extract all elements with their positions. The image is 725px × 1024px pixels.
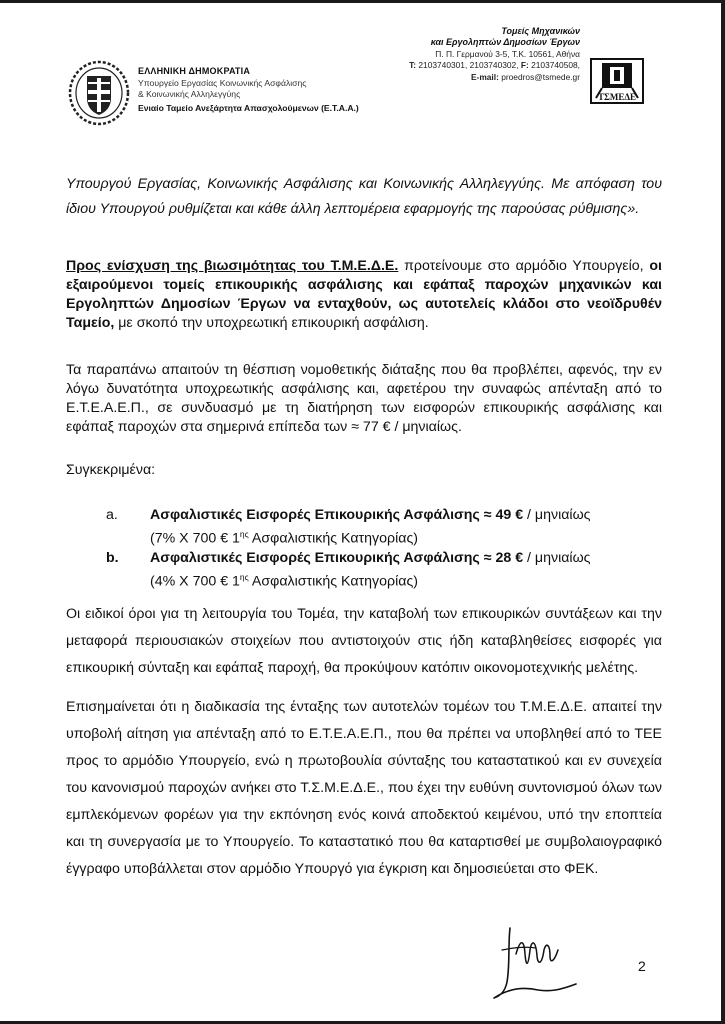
email-address: proedros@tsmede.gr bbox=[501, 71, 580, 82]
ministry-line-1: Υπουργείο Εργασίας Κοινωνικής Ασφάλισης bbox=[138, 77, 307, 88]
list-item-text bbox=[150, 506, 662, 549]
contribution-list bbox=[66, 506, 662, 591]
country-name: ΕΛΛΗΝΙΚΗ ΔΗΜΟΚΡΑΤΙΑ bbox=[138, 66, 251, 76]
ministry-line-2: & Κοινωνικής Αλληλεγγύης bbox=[138, 89, 241, 100]
list-item-sub-pre: (7% Χ 700 € 1 bbox=[150, 530, 240, 547]
list-item bbox=[66, 549, 662, 592]
list-item bbox=[66, 506, 662, 549]
proposal-underlined-heading: Προς ενίσχυση της βιωσιμότητας του Τ.Μ.Ε.Δ.Ε. bbox=[66, 258, 399, 274]
scan-edge-right bbox=[721, 0, 725, 1024]
paragraph-proposal bbox=[66, 257, 662, 333]
proposal-text-2: με σκοπό την υποχρεωτική επικουρική ασφάλιση. bbox=[114, 315, 429, 331]
phone-label: Τ: bbox=[409, 60, 417, 71]
paragraph-special-terms: Οι ειδικοί όροι για τη λειτουργία του Τομέα, την καταβολή των επικουρικών συντάξεων και την μεταφορά περιουσιακών στοιχείων που αντιστοιχούν στις ήδη καταβληθείσες εισφορές για επικουρική σύνταξη και εφάπαξ παροχή, θα προκύψουν κατόπιν οικονομοτεχνικής μελέτης. bbox=[66, 606, 662, 677]
list-item-sub-post: Ασφαλιστικής Κατηγορίας) bbox=[248, 573, 419, 590]
phone-numbers: 2103740301, 2103740302, bbox=[418, 60, 519, 71]
list-item-text bbox=[150, 549, 662, 592]
fund-name: Ενιαίο Ταμείο Ανεξάρτητα Απασχολούμενων (Ε.Τ.Α.Α.) bbox=[138, 102, 359, 113]
list-item-bold: Ασφαλιστικές Εισφορές Επικουρικής Ασφάλισης ≈ 49 € bbox=[150, 507, 524, 523]
sector-contact-block bbox=[380, 26, 580, 83]
paragraph-specifically: Συγκεκριμένα: bbox=[66, 462, 156, 478]
list-item-rest: / μηνιαίως bbox=[523, 549, 591, 566]
phone-fax-line bbox=[380, 60, 580, 71]
list-item-sub-pre: (4% Χ 700 € 1 bbox=[150, 573, 240, 590]
fax-number: 2103740508, bbox=[531, 60, 580, 71]
document-body bbox=[66, 172, 662, 883]
tsmede-logo bbox=[590, 58, 644, 104]
paragraph-legislation: Τα παραπάνω απαιτούν τη θέσπιση νομοθετικής διάταξης που θα προβλέπει, αφενός, την εν λόγω δυνατότητα υποχρεωτικής ασφάλισης και, αφετέρου την συναφώς απένταξη από το Ε.Τ.Ε.Α.Ε.Π., σε συνδυασμό με τη διατήρηση των εισφορών επικουρικής ασφάλισης και εφάπαξ παροχών στα σημερινά επίπεδα των ≈ 77 € / μηνιαίως. bbox=[66, 362, 662, 435]
address: Π. Π. Γερμανού 3-5, Τ.Κ. 10561, Αθήνα bbox=[435, 48, 580, 59]
paragraph-quote-end: Υπουργού Εργασίας, Κοινωνικής Ασφάλισης και Κοινωνικής Αλληλεγγύης. Με απόφαση του ίδιου Υπουργού ρυθμίζεται και κάθε άλλη λεπτομέρεια εφαρμογής της παρούσας ρύθμισης». bbox=[66, 176, 662, 217]
list-item-letter: a. bbox=[106, 507, 118, 523]
list-item-rest: / μηνιαίως bbox=[523, 507, 591, 523]
page-number: 2 bbox=[638, 958, 646, 974]
greek-coat-of-arms-emblem bbox=[68, 60, 130, 126]
issuer-block bbox=[138, 66, 418, 114]
sector-title-line-2: και Εργοληπτών Δημοσίων Έργων bbox=[430, 37, 580, 48]
list-item-bold: Ασφαλιστικές Εισφορές Επικουρικής Ασφάλισης ≈ 28 € bbox=[150, 549, 524, 566]
letterhead bbox=[0, 0, 725, 140]
proposal-text-1: προτείνουμε στο αρμόδιο Υπουργείο, bbox=[398, 258, 650, 274]
paragraph-procedure: Επισημαίνεται ότι η διαδικασία της ένταξης των αυτοτελών τομέων του Τ.Μ.Ε.Δ.Ε. απαιτεί την υποβολή αίτηση για απένταξη από το Ε.Τ.Ε.Α.Ε.Π., που θα πρέπει να υποβληθεί από το ΤΕΕ προς το αρμόδιο Υπουργείο, ενώ η πρωτοβουλία σύνταξης του καταστατικού και εν συνεχεία του κανονισμού παροχών ανήκει στο Τ.Σ.Μ.Ε.Δ.Ε., που έχει την ευθύνη συντονισμού όλων των εμπλεκόμενων φορέων για την εκπόνηση ενός κοινά αποδεκτού κειμένου, υπό την εποπτεία και τη συνεργασία με το Υπουργείο. Το καταστατικό που θα καταρτισθεί με συμβολαιογραφικό έγγραφο υποβάλλεται στον αρμόδιο Υπουργό για έγκριση και δημοσιεύεται στο ΦΕΚ. bbox=[66, 699, 662, 878]
list-item-sup: ης bbox=[239, 571, 249, 582]
list-item-sub-post: Ασφαλιστικής Κατηγορίας) bbox=[248, 530, 419, 547]
email-line bbox=[380, 72, 580, 83]
list-item-letter: b. bbox=[106, 549, 119, 566]
logo-text: ΤΣΜΕΔΕ bbox=[597, 92, 637, 102]
sector-title-line-1: Τομείς Μηχανικών bbox=[501, 26, 580, 36]
fax-label: F: bbox=[520, 60, 529, 71]
handwritten-signature bbox=[480, 920, 600, 1000]
email-label: E-mail: bbox=[470, 71, 499, 82]
list-item-sup: ης bbox=[239, 529, 249, 539]
proposal-bold-text: οι εξαιρούμενοι τομείς επικουρικής ασφάλισης και εφάπαξ παροχών μηχανικών και Εργοληπτών Δημοσίων Έργων να ενταχθούν, ως αυτοτελείς κλάδοι στο νεοϊδρυθέν Ταμείο, bbox=[66, 258, 662, 331]
